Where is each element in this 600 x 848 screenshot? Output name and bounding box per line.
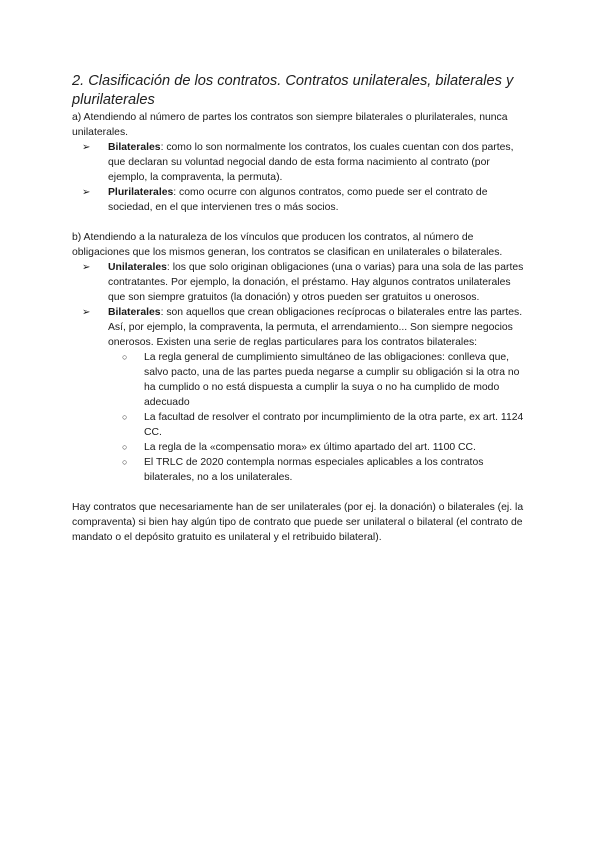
section-a-intro: a) Atendiendo al número de partes los contratos son siempre bilaterales o plurilaterales, nunca unilaterales.	[72, 112, 508, 138]
bilateral-rules-list	[108, 350, 528, 485]
conclusion-paragraph: Hay contratos que necesariamente han de ser unilaterales (por ej. la donación) o bilaterales (ej. la compraventa) si bien hay algún tipo de contrato que puede ser unilateral o bilateral (el contrato de mandato o el depósito gratuito es unilateral y el retribuido bilateral).	[72, 502, 524, 543]
definition: : como ocurre con algunos contratos, como puede ser el contrato de sociedad, en el que intervienen tres o más socios.	[108, 187, 488, 213]
paragraph-gap	[72, 215, 528, 230]
list-item	[82, 260, 528, 305]
list-item	[82, 185, 528, 215]
arrow-bullet-icon: ➢	[82, 262, 91, 273]
rule-text: La regla general de cumplimiento simultáneo de las obligaciones: conlleva que, salvo pacto, una de las partes pueda negarse a cumplir su obligación si la otra no ha cumplido o no está dispuesta a cumplir la suya o no ha cumplido de modo adecuado	[144, 352, 520, 408]
paragraph-gap	[72, 485, 528, 500]
circle-bullet-icon: ○	[122, 442, 128, 452]
document-page	[72, 72, 528, 545]
rule-text: La regla de la «compensatio mora» ex último apartado del art. 1100 CC.	[144, 442, 476, 453]
term: Bilaterales	[108, 142, 161, 153]
section-title: 2. Clasificación de los contratos. Contratos unilaterales, bilaterales y plurilaterales	[72, 73, 514, 108]
list-item	[122, 455, 528, 485]
section-b-intro: b) Atendiendo a la naturaleza de los vínculos que producen los contratos, al número de obligaciones que los mismos generan, los contratos se clasifican en unilaterales o bilaterales.	[72, 232, 503, 258]
definition: : como lo son normalmente los contratos, los cuales cuentan con dos partes, que declaran su voluntad negocial dando de esta forma nacimiento al contrato (por ejemplo, la compraventa, la permuta).	[108, 142, 514, 183]
section-a-list	[72, 140, 528, 215]
definition: : los que solo originan obligaciones (una o varias) para una sola de las partes contratantes. Por ejemplo, la donación, el préstamo. Hay algunos contratos unilaterales que son siempre gratuitos (la donación) y otros pueden ser gratuitos u onerosos.	[108, 262, 524, 303]
definition: : son aquellos que crean obligaciones recíprocas o bilaterales entre las partes. Así, por ejemplo, la compraventa, la permuta, el arrendamiento... Son siempre negocios onerosos. Existen una serie de reglas particulares para los contratos bilaterales:	[108, 307, 523, 348]
rule-text: La facultad de resolver el contrato por incumplimiento de la otra parte, ex art. 1124 CC.	[144, 412, 524, 438]
term: Plurilaterales	[108, 187, 174, 198]
circle-bullet-icon: ○	[122, 352, 128, 362]
list-item	[82, 305, 528, 485]
list-item	[122, 410, 528, 440]
arrow-bullet-icon: ➢	[82, 187, 91, 198]
list-item	[82, 140, 528, 185]
circle-bullet-icon: ○	[122, 457, 128, 467]
term: Bilaterales	[108, 307, 161, 318]
list-item	[122, 350, 528, 410]
list-item	[122, 440, 528, 455]
arrow-bullet-icon: ➢	[82, 307, 91, 318]
term: Unilaterales	[108, 262, 167, 273]
section-b-list	[72, 260, 528, 485]
circle-bullet-icon: ○	[122, 412, 128, 422]
rule-text: El TRLC de 2020 contempla normas especiales aplicables a los contratos bilaterales, no a los unilaterales.	[144, 457, 484, 483]
arrow-bullet-icon: ➢	[82, 142, 91, 153]
